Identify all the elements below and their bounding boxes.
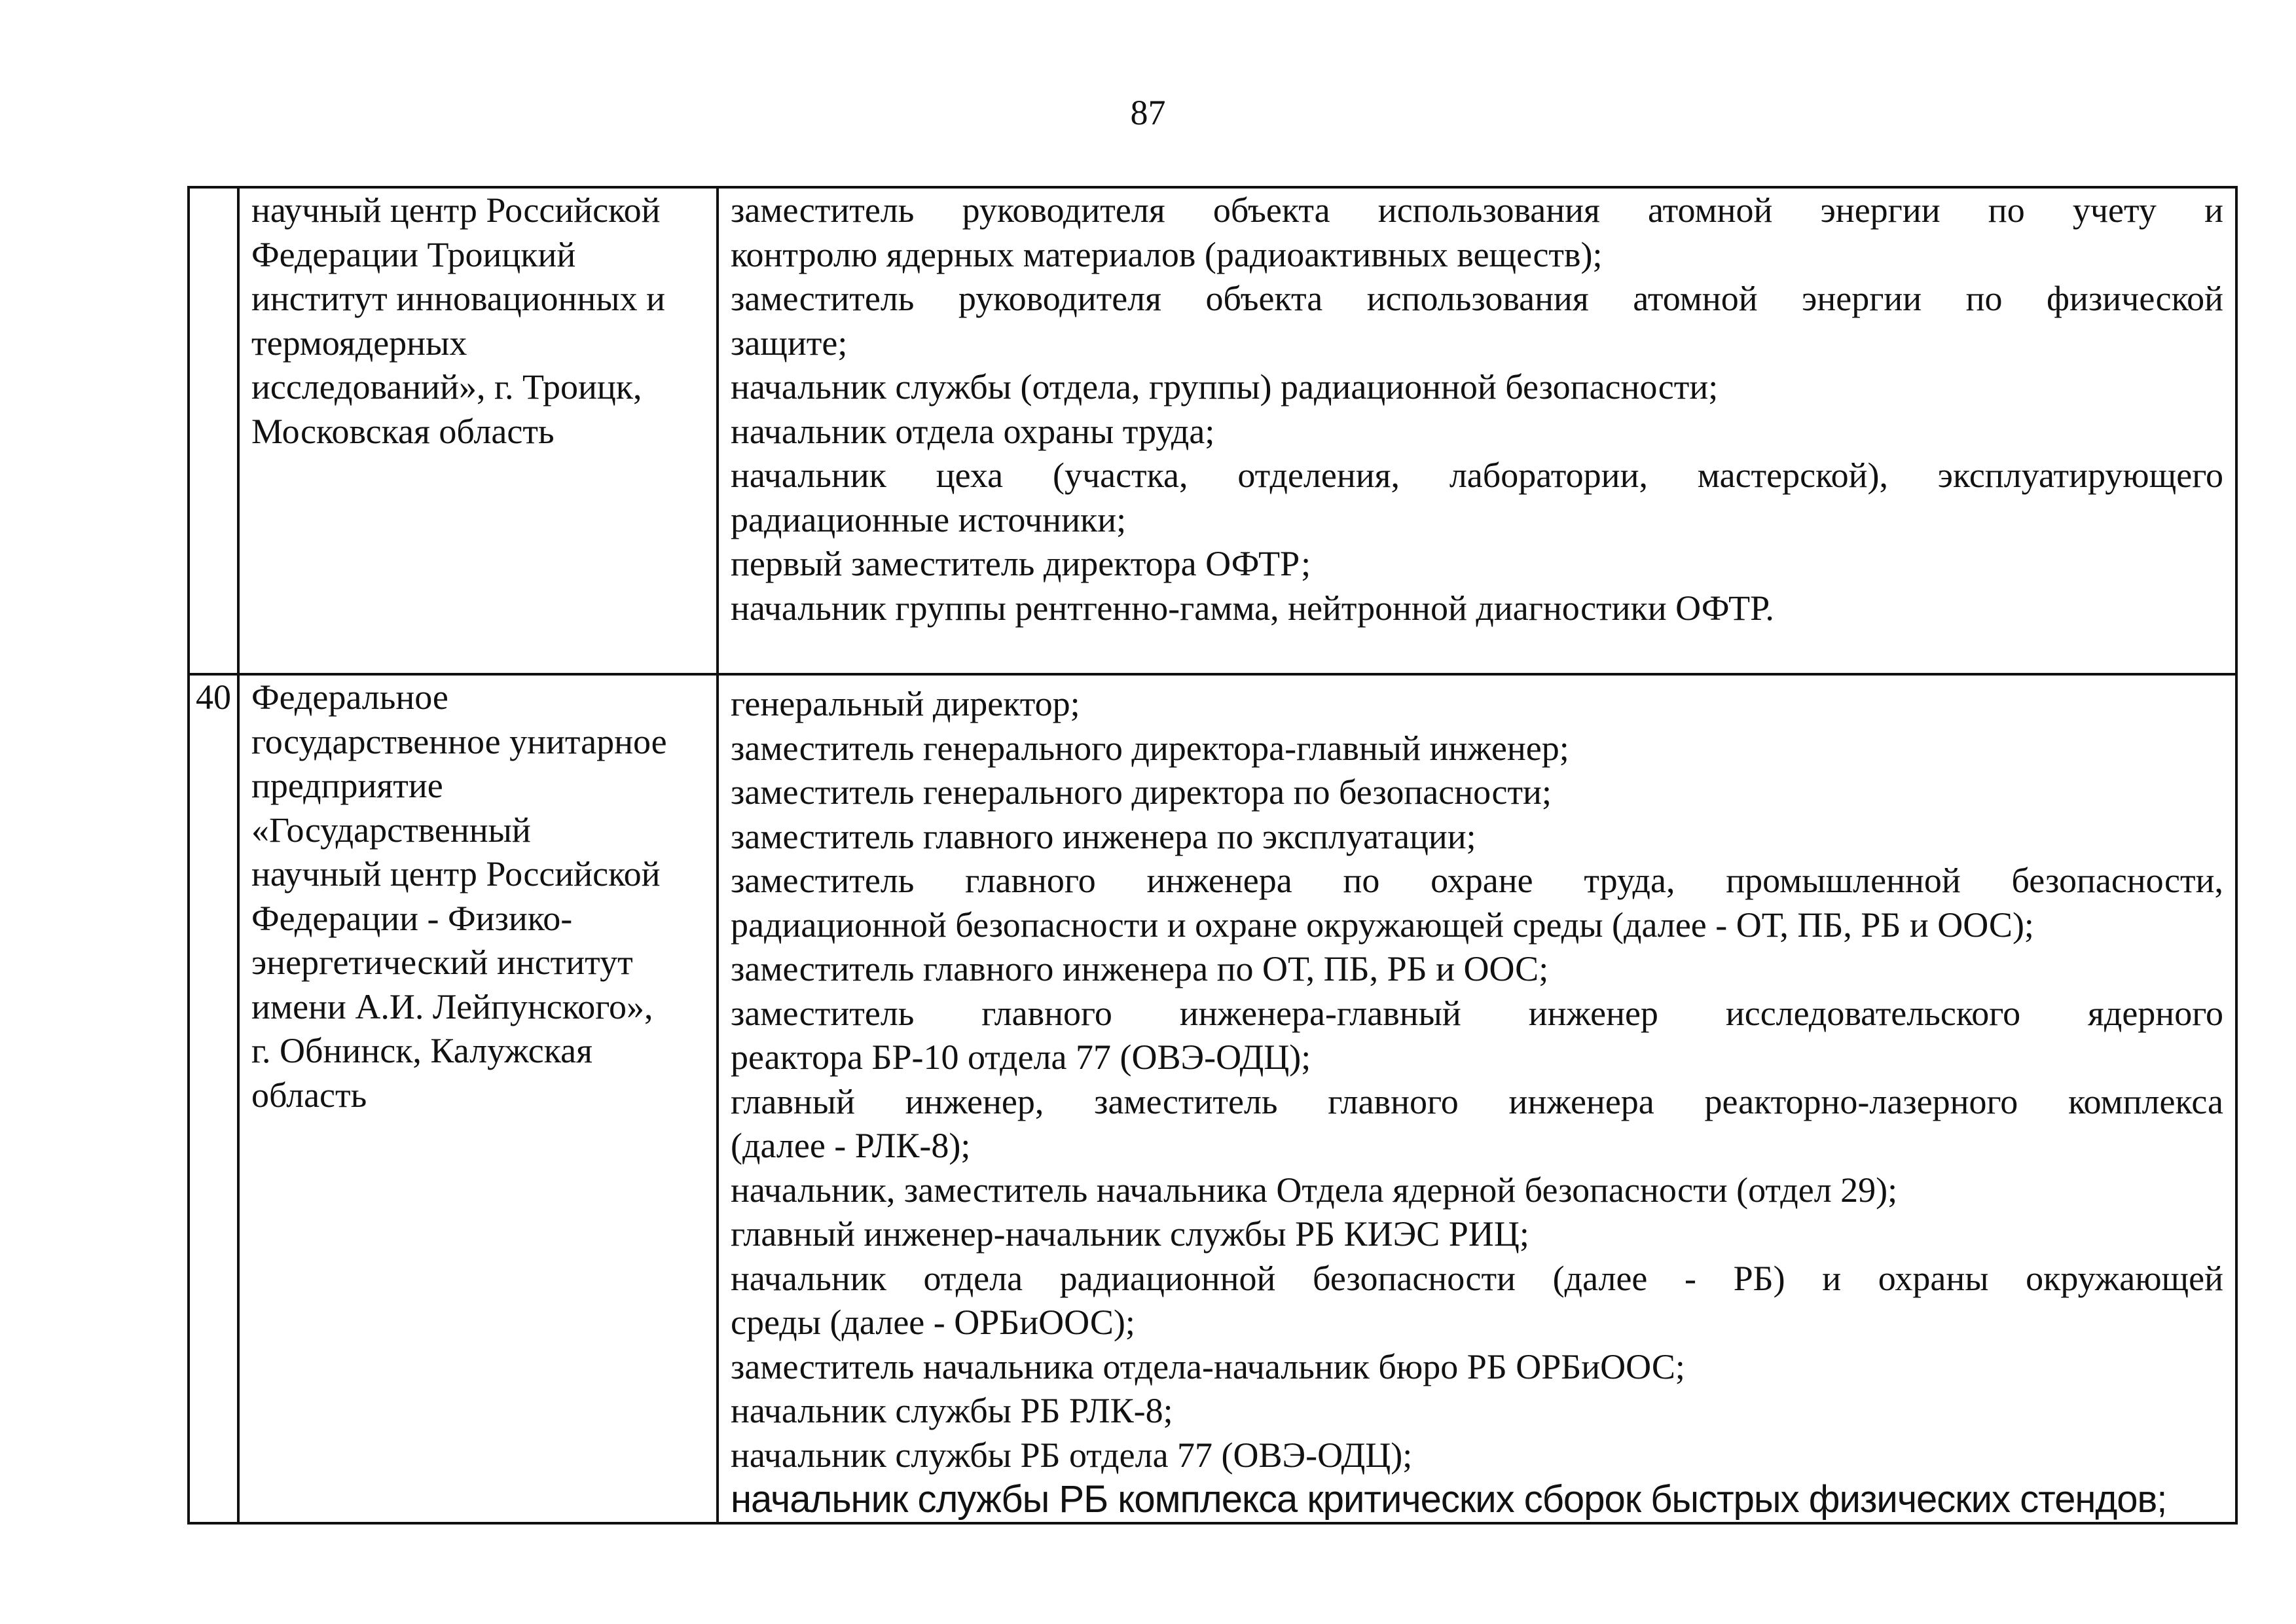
organization-line: Федеральное bbox=[251, 677, 448, 717]
position-line: контролю ядерных материалов (радиоактивных веществ); bbox=[731, 234, 1603, 274]
position-line: заместитель главного инженера по охране труда, промышленной безопасности, bbox=[731, 861, 2223, 900]
position-line: начальник службы (отдела, группы) радиационной безопасности; bbox=[731, 367, 1719, 406]
organization-line: Федерации Троицкий bbox=[251, 234, 576, 274]
organization-cell bbox=[238, 187, 718, 674]
page-number: 87 bbox=[1130, 93, 1166, 132]
position-line: заместитель генерального директора по безопасности; bbox=[731, 772, 1552, 812]
position-line: (далее - РЛК-8); bbox=[731, 1126, 971, 1165]
organization-line: «Государственный bbox=[251, 810, 531, 850]
organization-line: институт инновационных и bbox=[251, 279, 665, 318]
organization-line: область bbox=[251, 1075, 367, 1115]
positions-cell bbox=[718, 674, 2236, 1523]
organization-line: имени А.И. Лейпунского», bbox=[251, 986, 653, 1026]
table-row bbox=[189, 187, 2236, 674]
positions-cell bbox=[718, 187, 2236, 674]
position-line: радиационной безопасности и охране окружающей среды (далее - ОТ, ПБ, РБ и ООС); bbox=[731, 905, 2034, 945]
position-line: генеральный директор; bbox=[731, 684, 1080, 723]
position-line: начальник группы рентгенно-гамма, нейтронной диагностики ОФТР. bbox=[731, 588, 1774, 628]
organization-line: исследований», г. Троицк, bbox=[251, 367, 642, 406]
position-line: начальник службы РБ комплекса критических сборок быстрых физических стендов; bbox=[731, 1478, 2167, 1521]
organization-line: энергетический институт bbox=[251, 943, 633, 982]
position-line: заместитель руководителя объекта использования атомной энергии по физической bbox=[731, 279, 2223, 318]
positions-table bbox=[187, 186, 2238, 1525]
position-line: начальник службы РБ РЛК-8; bbox=[731, 1391, 1173, 1430]
position-line: заместитель главного инженера по ОТ, ПБ, РБ и ООС; bbox=[731, 949, 1549, 988]
position-line: заместитель руководителя объекта использования атомной энергии по учету и bbox=[731, 190, 2223, 230]
position-line: заместитель главного инженера по эксплуатации; bbox=[731, 816, 1476, 856]
position-line: главный инженер, заместитель главного инженера реакторно-лазерного комплекса bbox=[731, 1081, 2223, 1121]
row-number-cell: 40 bbox=[189, 674, 238, 1523]
organization-line: Московская область bbox=[251, 411, 555, 451]
position-line: заместитель начальника отдела-начальник бюро РБ ОРБиООС; bbox=[731, 1346, 1685, 1386]
organization-line: научный центр Российской bbox=[251, 854, 661, 893]
table-row bbox=[189, 674, 2236, 1523]
position-line: начальник отдела охраны труда; bbox=[731, 411, 1215, 451]
position-line: среды (далее - ОРБиООС); bbox=[731, 1303, 1135, 1342]
position-line: заместитель главного инженера-главный инженер исследовательского ядерного bbox=[731, 993, 2223, 1033]
organization-line: научный центр Российской bbox=[251, 190, 661, 230]
organization-line: Федерации - Физико- bbox=[251, 898, 573, 938]
position-line: радиационные источники; bbox=[731, 499, 1127, 539]
position-line: начальник, заместитель начальника Отдела ядерной безопасности (отдел 29); bbox=[731, 1170, 1898, 1210]
organization-cell bbox=[238, 674, 718, 1523]
position-line: начальник отдела радиационной безопасности (далее - РБ) и охраны окружающей bbox=[731, 1258, 2223, 1298]
position-line: начальник цеха (участка, отделения, лаборатории, мастерской), эксплуатирующего bbox=[731, 456, 2223, 495]
row-number-cell bbox=[189, 187, 238, 674]
organization-line: г. Обнинск, Калужская bbox=[251, 1031, 592, 1070]
organization-line: государственное унитарное bbox=[251, 721, 667, 761]
position-line: заместитель генерального директора-главный инженер; bbox=[731, 728, 1569, 768]
organization-line: предприятие bbox=[251, 766, 443, 805]
position-line: реактора БР-10 отдела 77 (ОВЭ-ОДЦ); bbox=[731, 1038, 1311, 1077]
position-line: защите; bbox=[731, 323, 848, 363]
position-line: первый заместитель директора ОФТР; bbox=[731, 544, 1311, 583]
position-line: главный инженер-начальник службы РБ КИЭС РИЦ; bbox=[731, 1214, 1529, 1254]
position-line: начальник службы РБ отдела 77 (ОВЭ-ОДЦ); bbox=[731, 1435, 1413, 1475]
organization-line: термоядерных bbox=[251, 323, 467, 363]
